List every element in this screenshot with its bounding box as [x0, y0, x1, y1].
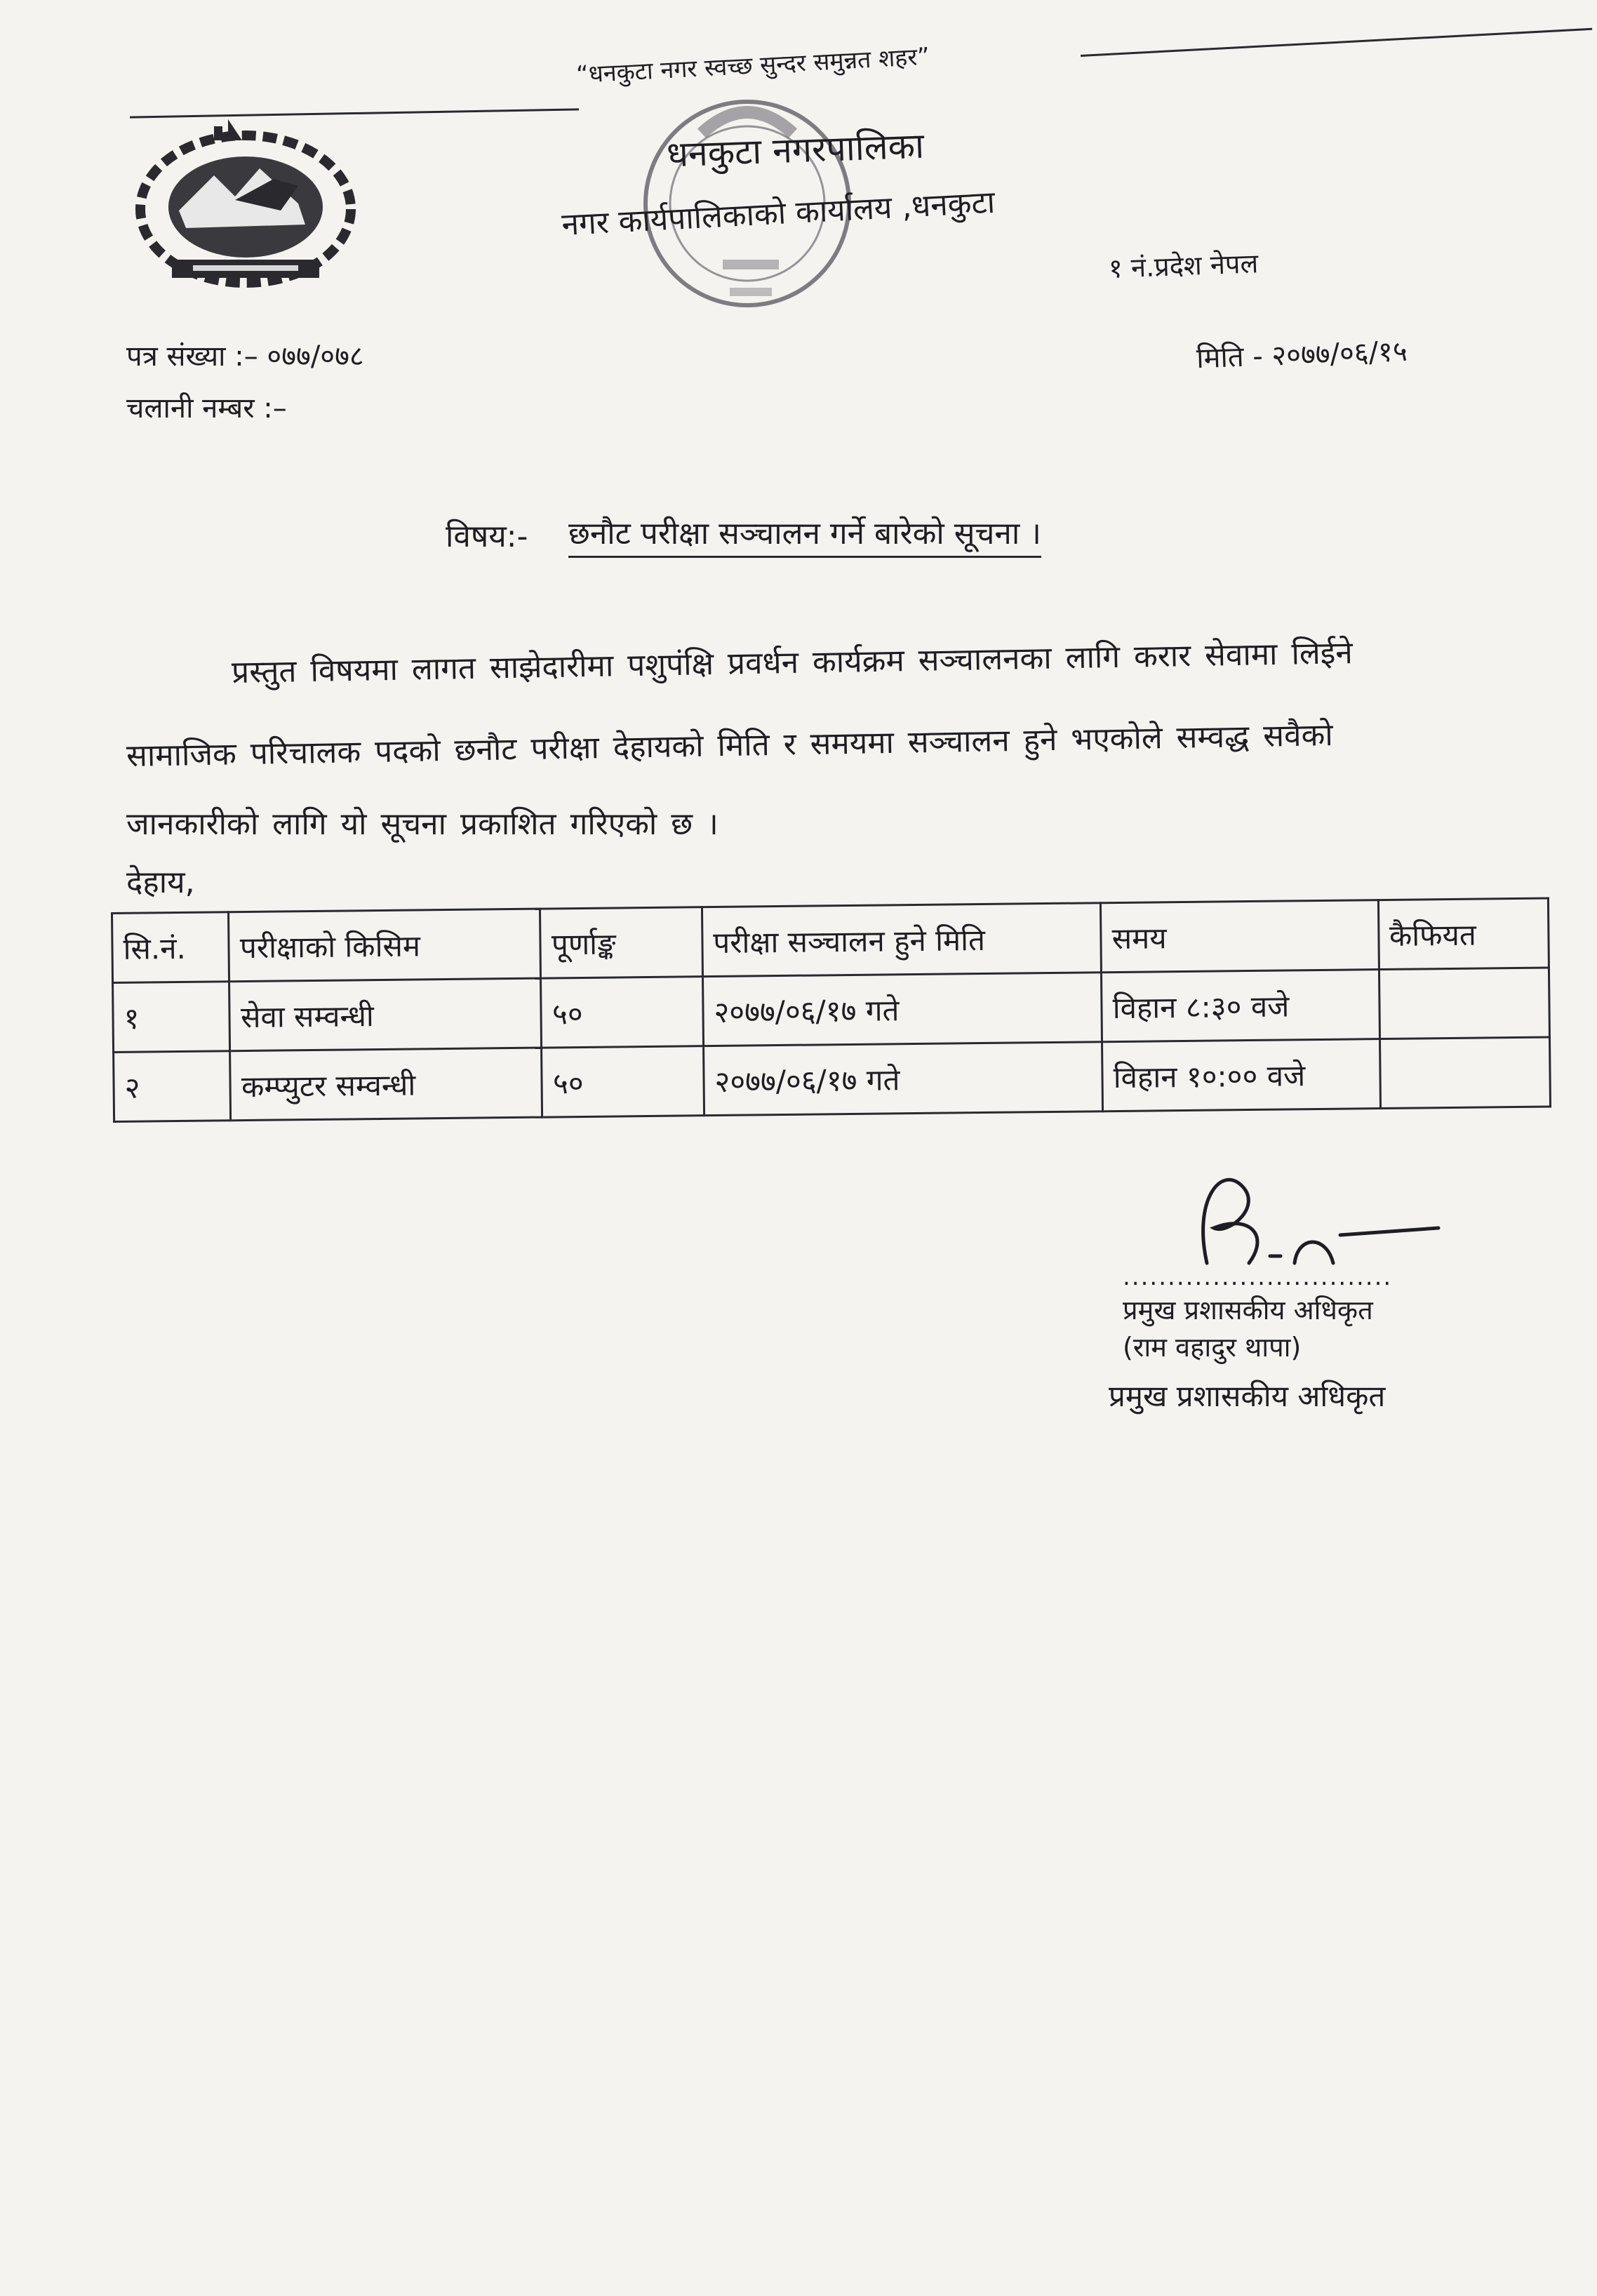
signatory-stamp-title: प्रमुख प्रशासकीय अधिकृत	[1123, 1295, 1373, 1326]
header-exam-date: परीक्षा सञ्चालन हुने मिति	[702, 903, 1101, 977]
body-paragraph-line-3: जानकारीको लागि यो सूचना प्रकाशित गरिएको छ ।	[126, 806, 719, 842]
signatory-name: (राम वहादुर थापा)	[1123, 1332, 1302, 1363]
body-paragraph-line-2: सामाजिक परिचालक पदको छनौट परीक्षा देहायको मिति र समयमा सञ्चालन हुने भएकोले सम्वद्ध सवैको	[126, 716, 1334, 775]
header-time: समय	[1101, 900, 1379, 973]
organization-name: धनकुटा नगरपालिका	[666, 125, 925, 175]
subject-text: छनौट परीक्षा सञ्चालन गर्ने बारेको सूचना ।	[568, 511, 1041, 558]
cell-full-marks: ५०	[541, 977, 703, 1048]
cell-exam-type: सेवा सम्वन्धी	[229, 978, 542, 1051]
office-name: नगर कार्यपालिकाको कार्यालय ,धनकुटा	[561, 184, 996, 243]
signatory-title: प्रमुख प्रशासकीय अधिकृत	[1109, 1379, 1386, 1413]
body-paragraph-line-1: प्रस्तुत विषयमा लागत साझेदारीमा पशुपंक्षि प्रवर्धन कार्यक्रम सञ्चालनका लागि करार सेवामा लिईने	[231, 635, 1354, 690]
cell-serial: २	[114, 1051, 232, 1122]
header-serial: सि.नं.	[112, 912, 230, 983]
cell-time: विहान १०:०० वजे	[1102, 1039, 1380, 1112]
dehay-label: देहाय,	[126, 865, 195, 900]
header-full-marks: पूर्णाङ्क	[540, 907, 702, 978]
header-exam-type: परीक्षाको किसिम	[229, 909, 541, 982]
dispatch-number: चलानी नम्बर :–	[126, 392, 287, 425]
cell-remarks	[1379, 968, 1549, 1039]
header-rule-left	[130, 108, 579, 118]
slogan: “धनकुटा नगर स्वच्छ सुन्दर समुन्नत शहर”	[575, 42, 930, 89]
table-row	[114, 1037, 1551, 1121]
subject-label: विषय:-	[446, 519, 528, 554]
cell-time: विहान ८:३० वजे	[1102, 970, 1379, 1042]
letter-date: मिति - २०७७/०६/१५	[1196, 335, 1408, 375]
cell-remarks	[1379, 1037, 1550, 1109]
province-label: १ नं.प्रदेश नेपल	[1108, 248, 1259, 284]
exam-schedule-table	[111, 897, 1551, 1123]
signature-line: ..............................	[1123, 1263, 1393, 1291]
cell-exam-date: २०७७/०६/१७ गते	[702, 973, 1102, 1046]
letter-number: पत्र संख्या :– ०७७/०७८	[126, 340, 364, 373]
header-rule-right	[1081, 28, 1592, 57]
cell-exam-type: कम्प्युटर सम्वन्धी	[230, 1048, 542, 1121]
cell-full-marks: ५०	[542, 1046, 704, 1117]
cell-exam-date: २०७७/०६/१७ गते	[703, 1042, 1102, 1116]
cell-serial: १	[113, 982, 231, 1053]
header-remarks: कैफियत	[1378, 898, 1549, 970]
nepal-emblem-icon	[130, 119, 361, 295]
